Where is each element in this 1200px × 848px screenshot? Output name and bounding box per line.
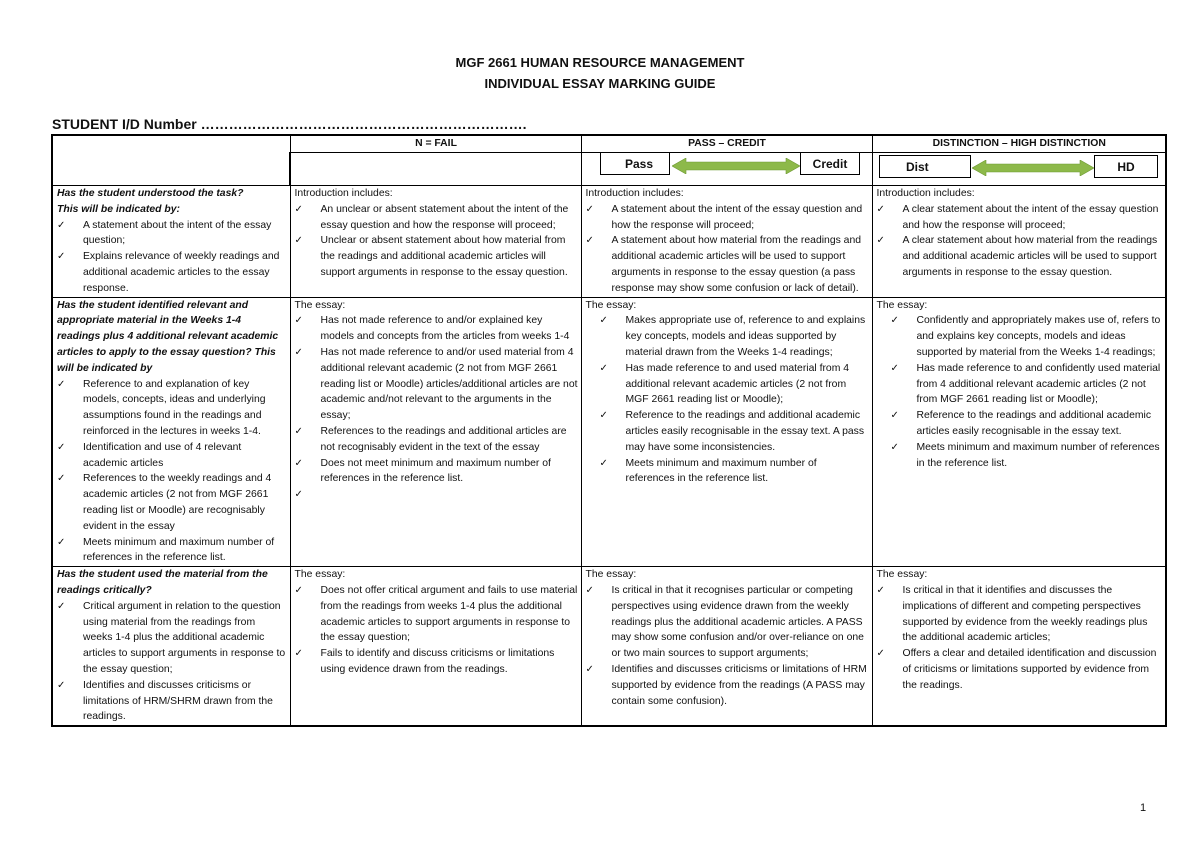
- bullet-item: [877, 646, 1163, 693]
- checkmark-icon: ✓: [57, 441, 66, 453]
- checkmark-icon: ✓: [599, 315, 608, 327]
- distinction-cell: [872, 186, 1166, 298]
- marking-guide-table: [51, 134, 1167, 727]
- bullet-item: [877, 440, 1163, 472]
- bullet-item: [877, 202, 1163, 234]
- page-number: 1: [1140, 802, 1147, 814]
- student-id-label: STUDENT I/D Number …………………………………………………………….: [52, 116, 527, 132]
- bullet-text: A statement about how material from the readings and additional academic articles will be used to support arguments in response to the essay question (a pass response may show some confusion or lack of detail).: [611, 235, 862, 294]
- hd-grade-box: HD: [1094, 155, 1158, 178]
- bullet-text: Has not made reference to and/or explained key models and concepts from the articles from weeks 1-4: [320, 315, 570, 343]
- criterion-question: This will be indicated by:: [57, 203, 180, 215]
- checkmark-icon: ✓: [57, 219, 66, 231]
- checkmark-icon: ✓: [294, 203, 303, 215]
- checkmark-icon: ✓: [294, 489, 303, 501]
- checkmark-icon: ✓: [876, 235, 885, 247]
- checkmark-icon: ✓: [294, 425, 303, 437]
- checkmark-icon: ✓: [294, 346, 303, 358]
- checkmark-icon: ✓: [294, 584, 303, 596]
- fail-cell: [290, 567, 581, 726]
- checkmark-icon: ✓: [57, 251, 66, 263]
- cell-intro: Introduction includes:: [294, 188, 393, 199]
- checkmark-icon: ✓: [57, 536, 66, 548]
- criterion-row-critical: [52, 567, 1166, 726]
- fail-cell: [290, 186, 581, 298]
- header-distinction: DISTINCTION – HIGH DISTINCTION: [872, 135, 1166, 153]
- cell-intro: Introduction includes:: [585, 188, 684, 199]
- bullet-list: [877, 313, 1163, 471]
- bullet-item: [57, 249, 287, 296]
- bullet-text: Makes appropriate use of, reference to and explains key concepts, models and ideas supported by material drawn from the Weeks 1-4 readings;: [625, 315, 866, 358]
- distinction-cell: [872, 297, 1166, 567]
- bullet-item: [295, 313, 578, 345]
- checkmark-icon: ✓: [890, 362, 899, 374]
- bullet-item: [877, 233, 1163, 280]
- bullet-item: [877, 313, 1163, 360]
- bullet-text: Explains relevance of weekly readings and additional academic articles to the essay response.: [83, 251, 280, 294]
- bullet-item: [57, 678, 287, 725]
- cell-intro: The essay:: [294, 569, 346, 581]
- bullet-text: Meets minimum and maximum number of references in the reference list.: [83, 536, 275, 564]
- criterion-cell: [52, 186, 290, 298]
- checkmark-icon: ✓: [876, 203, 885, 215]
- criterion-question: Has the student identified relevant and appropriate material in the Weeks 1-4 readings plus 4 additional relevant academic articles to apply to the essay question? This will be indicated by: [57, 299, 279, 374]
- cell-intro: The essay:: [876, 299, 928, 311]
- bullet-text: Has not made reference to and/or used material from 4 additional relevant academic (2 not from MGF 2661 reading list or Moodle) articles/additional articles are not academic and/not relevant to the arguments in the essay;: [320, 346, 578, 422]
- bullet-item: [57, 535, 287, 567]
- bullet-item: [586, 361, 869, 408]
- checkmark-icon: ✓: [890, 315, 899, 327]
- bullet-item: [57, 218, 287, 250]
- bullet-text: Critical argument in relation to the question using material from the readings from weeks 1-4 plus the additional academic articles to support arguments in response to the essay question;: [83, 600, 286, 675]
- bullet-list: [586, 583, 869, 709]
- cell-intro: The essay:: [585, 569, 637, 581]
- checkmark-icon: ✓: [890, 441, 899, 453]
- document-title: MGF 2661 HUMAN RESOURCE MANAGEMENT: [455, 55, 745, 70]
- bullet-text: Confidently and appropriately makes use of, refers to and explains key concepts, models and ideas supported by material from the Weeks 1-4 readings;: [916, 315, 1161, 358]
- header-pass-credit: PASS – CREDIT: [581, 135, 872, 153]
- bullet-list: [295, 202, 578, 281]
- bullet-text: Reference to the readings and additional academic articles easily recognisable in the essay text. A pass may have some inconsistencies.: [625, 410, 865, 453]
- bullet-item: [586, 202, 869, 234]
- bullet-text: Offers a clear and detailed identification and discussion of criticisms or limitations supported by evidence from the readings.: [902, 648, 1157, 691]
- criterion-question: Has the student understood the task?: [57, 188, 244, 199]
- pass-credit-cell: [581, 567, 872, 726]
- bullet-item: [295, 345, 578, 424]
- bullet-list: [877, 202, 1163, 281]
- criterion-cell: [52, 567, 290, 726]
- bullet-text: An unclear or absent statement about the intent of the essay question and how the response will proceed;: [320, 203, 569, 231]
- bullet-item: [295, 424, 578, 456]
- checkmark-icon: ✓: [294, 315, 303, 327]
- bullet-list: [294, 313, 578, 501]
- bullet-list: [586, 313, 869, 487]
- checkmark-icon: ✓: [876, 648, 885, 660]
- checkmark-icon: ✓: [294, 648, 303, 660]
- bullet-list: [57, 599, 287, 725]
- bullet-item: [295, 456, 578, 488]
- checkmark-icon: ✓: [599, 457, 608, 469]
- checkmark-icon: ✓: [599, 362, 608, 374]
- pass-credit-cell: [581, 186, 872, 298]
- bullet-text: Meets minimum and maximum number of references in the reference list.: [916, 441, 1160, 469]
- bullet-item: [877, 583, 1163, 646]
- checkmark-icon: ✓: [585, 235, 594, 247]
- bullet-item: [586, 408, 869, 455]
- arrow-shape: [972, 160, 1094, 176]
- dist-grade-box: Dist: [879, 155, 971, 178]
- bullet-item: [57, 377, 287, 440]
- bullet-list: [295, 583, 578, 678]
- bullet-text: Does not offer critical argument and fails to use material from the readings from weeks 1-4 plus the additional academic articles to support arguments in response to the essay question;: [320, 584, 578, 644]
- bullet-item: [57, 440, 287, 472]
- bullet-item: [877, 361, 1163, 408]
- fail-cell: [290, 297, 581, 567]
- bullet-text: Unclear or absent statement about how material from the readings and additional academic articles will support arguments in response to the essay question.: [320, 235, 568, 278]
- bullet-text: Is critical in that it recognises particular or competing perspectives using evidence drawn from the weekly readings plus the additional academic articles. A PASS may show some confusion and/or over-reliance on one or two main sources to support arguments;: [611, 584, 864, 660]
- bullet-text: Reference to the readings and additional academic articles easily recognisable in the essay text.: [916, 410, 1152, 437]
- pass-credit-range-arrow: [672, 158, 800, 174]
- bullet-list: [877, 583, 1163, 694]
- bullet-item: [586, 662, 869, 709]
- checkmark-icon: ✓: [876, 584, 885, 596]
- checkmark-icon: ✓: [599, 410, 608, 422]
- bullet-text: Fails to identify and discuss criticisms or limitations using evidence drawn from the readings.: [320, 648, 555, 675]
- checkmark-icon: ✓: [57, 600, 66, 612]
- pass-credit-cell: [581, 297, 872, 567]
- bullet-item: [295, 233, 578, 280]
- bullet-item: [586, 583, 869, 662]
- bullet-item: [586, 456, 869, 488]
- cell-intro: The essay:: [876, 569, 928, 581]
- bullet-text: A clear statement about the intent of the essay question and how the response will proceed;: [902, 203, 1159, 231]
- bullet-text: Meets minimum and maximum number of references in the reference list.: [625, 457, 817, 485]
- criterion-row-material: [52, 297, 1166, 567]
- bullet-item: [57, 599, 287, 678]
- bullet-item: [295, 646, 578, 678]
- credit-grade-box: Credit: [800, 152, 860, 175]
- header-row: [52, 135, 1166, 153]
- criterion-row-understanding: [52, 186, 1166, 298]
- bullet-item: [295, 202, 578, 234]
- bullet-text: Reference to and explanation of key models, concepts, ideas and underlying assumptions found in the readings and reinforced in the lectures in weeks 1-4.: [83, 378, 266, 437]
- cell-intro: The essay:: [585, 299, 637, 311]
- arrow-shape: [672, 158, 800, 174]
- bullet-text: Identification and use of 4 relevant academic articles: [83, 441, 242, 469]
- fail-scale-cell: [290, 153, 581, 186]
- bullet-item: [586, 233, 869, 296]
- bullet-list: [57, 377, 287, 567]
- header-fail: N = FAIL: [290, 135, 581, 153]
- pass-grade-box: Pass: [600, 152, 670, 175]
- checkmark-icon: ✓: [294, 235, 303, 247]
- checkmark-icon: ✓: [585, 584, 594, 596]
- bullet-text: Is critical in that it identifies and discusses the implications of different and competing perspectives supported by evidence from the weekly readings plus the additional academic articles;: [902, 584, 1148, 644]
- bullet-list: [586, 202, 869, 297]
- checkmark-icon: ✓: [57, 473, 66, 485]
- bullet-item: [586, 313, 869, 360]
- criterion-question: Has the student used the material from the readings critically?: [57, 569, 268, 596]
- bullet-text: Identifies and discusses criticisms or limitations of HRM/SHRM drawn from the readings.: [83, 679, 273, 723]
- cell-intro: The essay:: [294, 299, 346, 311]
- bullet-item: [57, 471, 287, 534]
- distinction-cell: [872, 567, 1166, 726]
- criterion-cell: [52, 297, 290, 567]
- bullet-text: A statement about the intent of the essay question;: [83, 219, 272, 247]
- bullet-text: References to the readings and additional articles are not recognisably evident in the text of the essay: [320, 425, 567, 453]
- dist-hd-range-arrow: [972, 160, 1094, 176]
- cell-intro: Introduction includes:: [876, 188, 975, 199]
- document-subtitle: INDIVIDUAL ESSAY MARKING GUIDE: [484, 76, 716, 91]
- bullet-text: A clear statement about how material from the readings and additional academic articles will be used to support arguments in response to the essay question.: [902, 235, 1158, 278]
- bullet-list: [57, 218, 287, 297]
- header-empty-cell: [52, 135, 290, 186]
- bullet-text: Does not meet minimum and maximum number of references in the reference list.: [320, 457, 551, 485]
- bullet-text: Has made reference to and used material from 4 additional relevant academic articles (2 not from MGF 2661 reading list or Moodle);: [625, 362, 850, 406]
- bullet-item: [295, 583, 578, 646]
- checkmark-icon: ✓: [585, 663, 594, 675]
- bullet-text: Identifies and discusses criticisms or limitations of HRM supported by evidence from the readings (A PASS may contain some confusion).: [611, 663, 867, 707]
- checkmark-icon: ✓: [585, 203, 594, 215]
- bullet-text: References to the weekly readings and 4 academic articles (2 not from MGF 2661 reading list or Moodle) are recognisably evident in the essay: [83, 473, 272, 532]
- checkmark-icon: ✓: [294, 457, 303, 469]
- checkmark-icon: ✓: [57, 378, 66, 390]
- checkmark-icon: ✓: [890, 410, 899, 422]
- checkmark-icon: ✓: [57, 679, 66, 691]
- bullet-item: [877, 408, 1163, 440]
- bullet-text: A statement about the intent of the essay question and how the response will proceed;: [611, 203, 863, 231]
- bullet-text: Has made reference to and confidently used material from 4 additional relevant academic articles (2 not from MGF 2661 reading list or Moodle);: [916, 362, 1161, 406]
